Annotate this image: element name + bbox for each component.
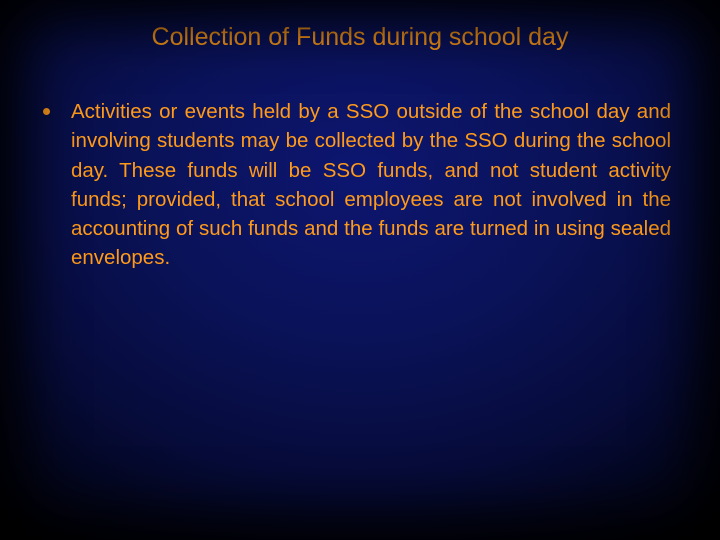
bullet-text: Activities or events held by a SSO outside of the school day and involving students may be collected by the SSO during the school day. These funds will be SSO funds, and not student activity funds; provided, that school employees are not involved in the accounting of such funds and the funds are turned in using sealed envelopes. <box>71 100 671 270</box>
bullet-list <box>40 97 671 273</box>
bullet-item <box>40 97 671 273</box>
bullet-dot-icon <box>43 108 50 115</box>
slide-title: Collection of Funds during school day <box>151 23 569 51</box>
